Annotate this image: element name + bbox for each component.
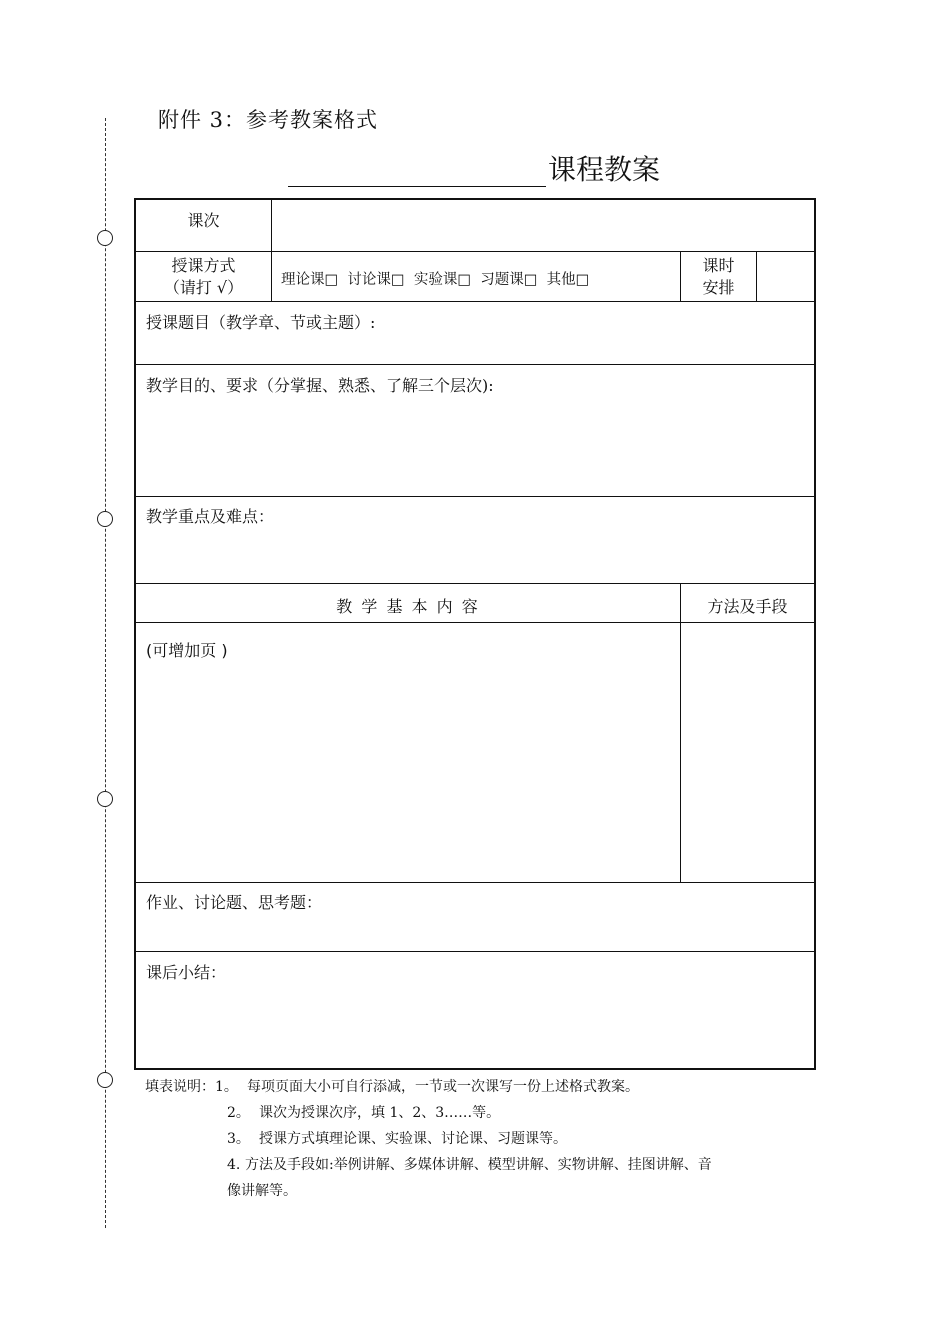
instructions-lead: 填表说明： xyxy=(145,1079,215,1095)
topic-label: 授课题目（教学章、节或主题）: xyxy=(146,313,376,332)
instruction-number: 2。 xyxy=(227,1105,250,1121)
instruction-number: 4. xyxy=(227,1157,241,1173)
rule xyxy=(136,364,814,365)
teaching-mode-label xyxy=(136,255,271,299)
key-points-label: 教学重点及难点： xyxy=(146,507,275,526)
instruction-number: 1。 xyxy=(215,1079,238,1095)
instruction-text: 授课方式填理论课、实验课、讨论课、习题课等。 xyxy=(259,1131,567,1147)
teaching-mode-label-line2: （请打 √） xyxy=(163,278,244,297)
binding-dashed-line xyxy=(105,118,106,1228)
key-points-field[interactable] xyxy=(136,527,814,583)
rule xyxy=(136,496,814,497)
homework-field[interactable] xyxy=(136,913,814,951)
rule xyxy=(136,882,814,883)
objectives-field[interactable] xyxy=(136,396,814,496)
topic-field[interactable] xyxy=(136,302,814,364)
page-title: 课程教案 xyxy=(548,153,661,186)
content-note: (可增加页 ) xyxy=(146,641,228,660)
methods-field[interactable] xyxy=(681,623,814,882)
instruction-text: 每项页面大小可自行添减，一节或一次课写一份上述格式教案。 xyxy=(247,1079,639,1095)
instruction-text: 课次为授课次序，填 1、2、3……等。 xyxy=(259,1105,501,1121)
summary-field[interactable] xyxy=(136,983,814,1068)
teaching-mode-label-line1: 授课方式 xyxy=(171,256,236,275)
homework-label: 作业、讨论题、思考题： xyxy=(146,893,323,912)
hours-label-line1: 课时 xyxy=(702,256,735,275)
lesson-no-field[interactable] xyxy=(272,200,814,251)
methods-header: 方法及手段 xyxy=(707,597,788,616)
instruction-continuation: 像讲解等。 xyxy=(227,1183,297,1199)
hours-label xyxy=(681,255,756,299)
rule xyxy=(136,251,814,252)
attachment-label: 附件 3：参考教案格式 xyxy=(158,108,379,132)
content-header: 教 学 基 本 内 容 xyxy=(336,597,480,616)
instruction-text: 方法及手段如:举例讲解、多媒体讲解、模型讲解、实物讲解、挂图讲解、音 xyxy=(245,1157,712,1173)
summary-label: 课后小结： xyxy=(146,963,227,982)
course-name-blank[interactable] xyxy=(288,186,546,187)
rule xyxy=(136,951,814,952)
hours-field[interactable] xyxy=(757,252,814,301)
objectives-label: 教学目的、要求（分掌握、熟悉、了解三个层次): xyxy=(146,376,494,395)
binding-hole-2 xyxy=(97,511,113,527)
instructions xyxy=(145,1074,712,1204)
instruction-item-4 xyxy=(145,1152,712,1178)
binding-hole-4 xyxy=(97,1072,113,1088)
lesson-no-label: 课次 xyxy=(187,211,220,230)
instruction-item-3 xyxy=(145,1126,712,1152)
binding-hole-3 xyxy=(97,791,113,807)
rule xyxy=(136,583,814,584)
lesson-plan-form xyxy=(134,198,816,1070)
teaching-mode-options[interactable]: 理论课□ 讨论课□ 实验课□ 习题课□ 其他□ xyxy=(281,272,590,288)
hours-label-line2: 安排 xyxy=(702,278,735,297)
instruction-item-1 xyxy=(145,1074,712,1100)
binding-hole-1 xyxy=(97,230,113,246)
content-field[interactable] xyxy=(136,663,680,882)
instruction-item-2 xyxy=(145,1100,712,1126)
instruction-number: 3。 xyxy=(227,1131,250,1147)
